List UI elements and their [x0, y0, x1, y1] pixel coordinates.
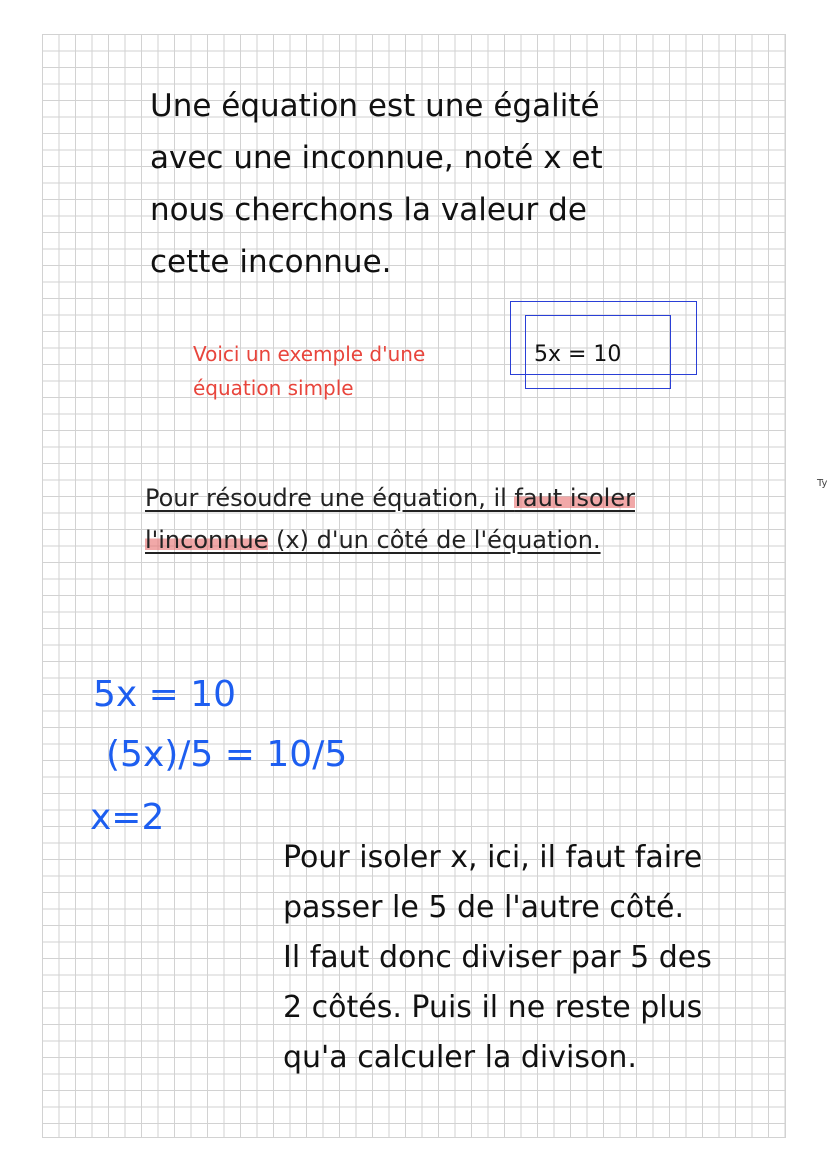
- explanation-line: Pour isoler x, ici, il faut faire: [283, 840, 703, 875]
- intro-line: cette inconnue.: [150, 244, 392, 280]
- rule-paragraph: [145, 477, 635, 561]
- intro-line: nous cherchons la valeur de: [150, 192, 587, 228]
- highlighted-text: l'inconnue: [145, 526, 269, 554]
- resolution-step: x=2: [90, 797, 165, 838]
- example-note-line: équation simple: [193, 376, 354, 400]
- explanation-line: qu'a calculer la divison.: [283, 1040, 637, 1075]
- explanation-line: Il faut donc diviser par 5 des: [283, 940, 712, 975]
- intro-line: avec une inconnue, noté x et: [150, 140, 603, 176]
- intro-paragraph: [150, 80, 603, 288]
- rule-line-2: [145, 519, 635, 561]
- resolution-step: (5x)/5 = 10/5: [106, 734, 348, 775]
- resolution-step: 5x = 10: [93, 674, 237, 715]
- example-note: [193, 337, 425, 405]
- margin-tag: Ty: [817, 478, 828, 489]
- rule-text: (x) d'un côté de l'équation.: [268, 526, 601, 554]
- rule-line-1: [145, 477, 635, 519]
- example-equation[interactable]: 5x = 10: [534, 342, 622, 367]
- explanation-paragraph: [283, 833, 712, 1083]
- explanation-line: 2 côtés. Puis il ne reste plus: [283, 990, 703, 1025]
- rule-text: Pour résoudre une équation, il: [145, 484, 515, 512]
- example-note-line: Voici un exemple d'une: [193, 342, 426, 366]
- explanation-line: passer le 5 de l'autre côté.: [283, 890, 685, 925]
- highlighted-text: faut isoler: [514, 484, 635, 512]
- intro-line: Une équation est une égalité: [150, 88, 600, 124]
